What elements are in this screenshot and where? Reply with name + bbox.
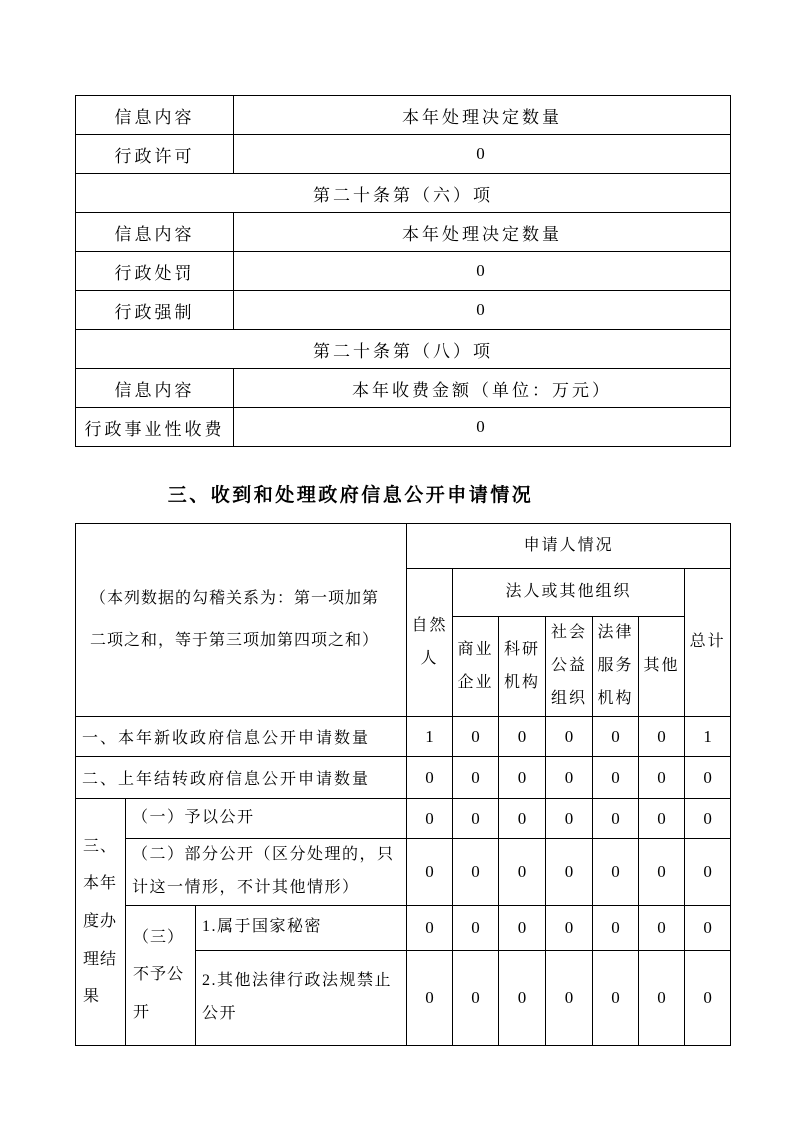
value-cell: 0 [639,799,685,839]
value-cell: 0 [639,950,685,1045]
row-label: 一、本年新收政府信息公开申请数量 [76,717,407,757]
table-row [76,408,731,447]
value-cell: 本年收费金额（单位：万元） [234,369,731,408]
value-cell: 0 [499,839,546,906]
row-label: 二、上年结转政府信息公开申请数量 [76,757,407,799]
value-cell: 本年处理决定数量 [234,213,731,252]
value-cell: 1 [407,717,453,757]
value-cell: 0 [407,950,453,1045]
value-cell: 0 [639,717,685,757]
value-cell: 0 [407,905,453,950]
total-header: 总计 [685,569,731,717]
section3-label: 三、本年度办理结果 [76,799,126,1046]
table-row [76,369,731,408]
table-row [76,905,731,950]
value-cell: 0 [546,839,593,906]
note-cell: （本列数据的勾稽关系为：第一项加第二项之和，等于第三项加第四项之和） [76,524,407,717]
refuse-label: （三）不予公开 [126,905,196,1045]
org-type-header: 其他 [639,617,685,717]
value-cell: 0 [685,905,731,950]
section-heading: 三、收到和处理政府信息公开申请情况 [167,485,534,506]
value-cell: 0 [593,905,639,950]
table-row [76,291,731,330]
value-cell: 0 [593,839,639,906]
value-cell: 0 [407,799,453,839]
label-cell: 行政处罚 [76,252,234,291]
value-cell: 0 [499,905,546,950]
value-cell: 0 [546,905,593,950]
legal-org-header: 法人或其他组织 [453,569,685,617]
label-cell: 信息内容 [76,369,234,408]
table-row [76,330,731,369]
label-cell: 行政事业性收费 [76,408,234,447]
value-cell: 0 [593,757,639,799]
value-cell: 0 [546,799,593,839]
value-cell: 0 [234,408,731,447]
value-cell: 0 [546,717,593,757]
value-cell: 0 [685,757,731,799]
value-cell: 0 [453,905,499,950]
value-cell: 0 [593,950,639,1045]
sub-item-label: （一）予以公开 [126,799,407,839]
table-row [76,213,731,252]
decisions-table [75,95,731,447]
sub-item-label: （二）部分公开（区分处理的，只计这一情形，不计其他情形） [126,839,407,906]
applications-table [75,523,731,1046]
header-row [76,524,731,569]
value-cell: 0 [234,291,731,330]
org-type-header: 法律服务机构 [593,617,639,717]
table-row [76,252,731,291]
value-cell: 0 [453,950,499,1045]
value-cell: 0 [639,839,685,906]
applicant-status-header: 申请人情况 [407,524,731,569]
section-span-cell: 第二十条第（八）项 [76,330,731,369]
value-cell: 0 [234,252,731,291]
value-cell: 0 [234,135,731,174]
value-cell: 0 [453,839,499,906]
table-row [76,174,731,213]
value-cell: 0 [453,757,499,799]
org-type-header: 商业企业 [453,617,499,717]
label-cell: 行政许可 [76,135,234,174]
label-cell: 信息内容 [76,213,234,252]
value-cell: 0 [407,757,453,799]
value-cell: 0 [593,799,639,839]
value-cell: 0 [639,757,685,799]
value-cell: 本年处理决定数量 [234,96,731,135]
value-cell: 0 [546,757,593,799]
table-row [76,717,731,757]
value-cell: 0 [499,757,546,799]
label-cell: 行政强制 [76,291,234,330]
value-cell: 0 [685,950,731,1045]
sub-item-label: 2.其他法律行政法规禁止公开 [196,950,407,1045]
value-cell: 0 [499,799,546,839]
table-row [76,135,731,174]
value-cell: 0 [407,839,453,906]
label-cell: 信息内容 [76,96,234,135]
value-cell: 0 [499,717,546,757]
table-row [76,799,731,839]
value-cell: 0 [639,905,685,950]
value-cell: 0 [685,839,731,906]
org-type-header: 社会公益组织 [546,617,593,717]
natural-person-header: 自然人 [407,569,453,717]
value-cell: 0 [685,799,731,839]
value-cell: 0 [593,717,639,757]
value-cell: 0 [546,950,593,1045]
sub-item-label: 1.属于国家秘密 [196,905,407,950]
value-cell: 1 [685,717,731,757]
value-cell: 0 [453,799,499,839]
table-row [76,96,731,135]
table-row [76,757,731,799]
value-cell: 0 [453,717,499,757]
table-row [76,839,731,906]
section-span-cell: 第二十条第（六）项 [76,174,731,213]
org-type-header: 科研机构 [499,617,546,717]
value-cell: 0 [499,950,546,1045]
